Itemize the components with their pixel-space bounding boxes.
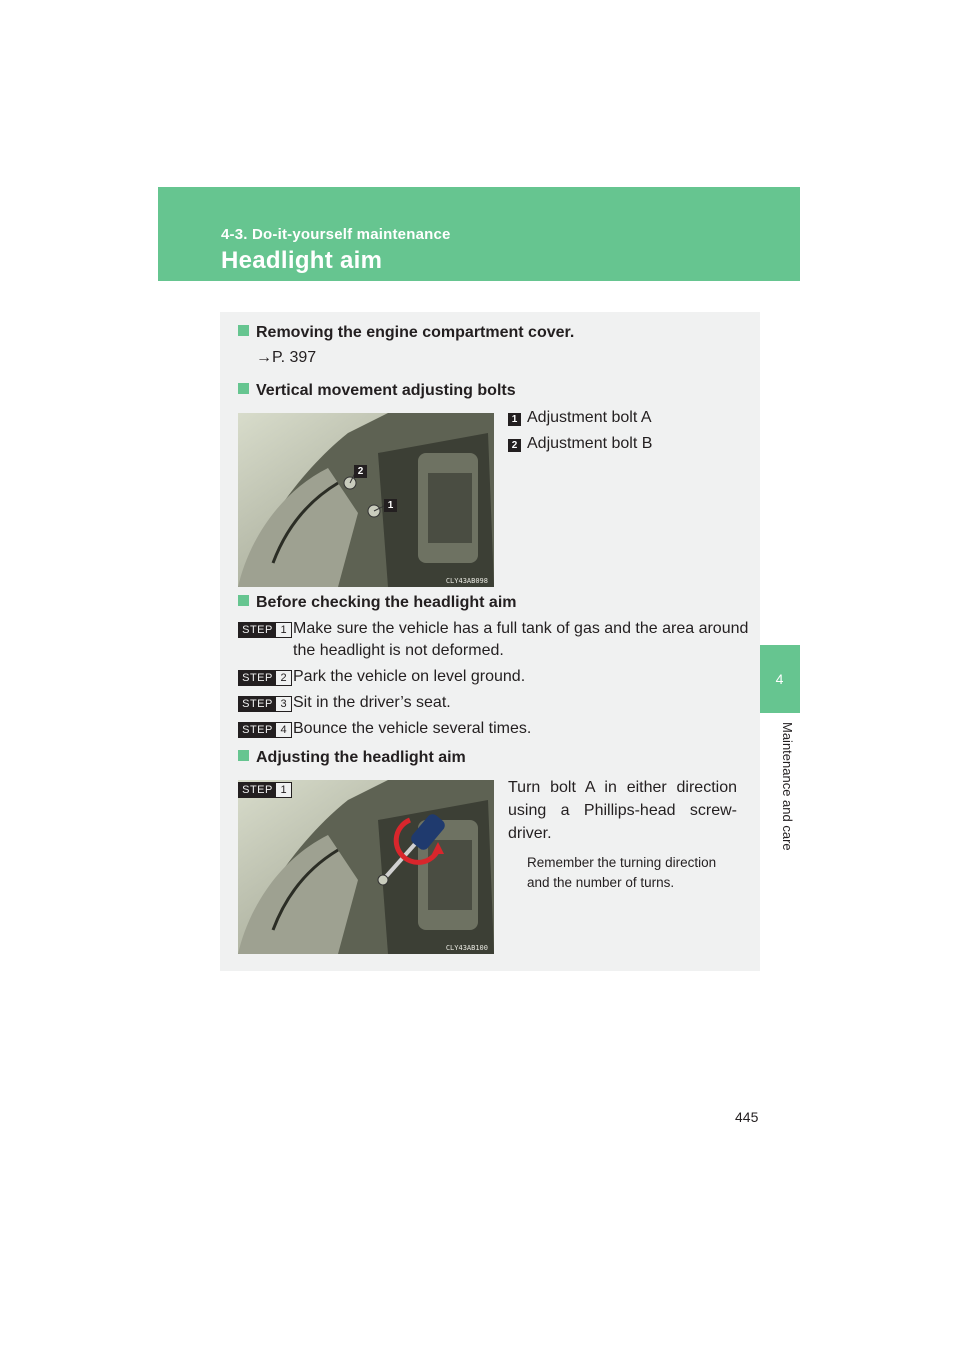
legend-item-bolt-b: 2 Adjustment bolt B — [508, 435, 652, 453]
bullet-square-icon — [238, 383, 249, 394]
bullet-square-icon — [238, 325, 249, 336]
figure-adjustment-bolts — [238, 413, 494, 587]
content-panel — [220, 312, 760, 971]
step-badge: STEP 3 — [238, 696, 292, 712]
chapter-label: Maintenance and care — [780, 722, 795, 851]
heading-adjusting: Adjusting the headlight aim — [238, 749, 466, 767]
section-label: 4-3. Do-it-yourself maintenance — [221, 226, 451, 243]
figure-code: CLY43AB100 — [445, 944, 488, 952]
figure-code: CLY43AB098 — [445, 577, 488, 585]
callout-label: 1 — [384, 499, 397, 512]
chapter-tab[interactable] — [759, 645, 800, 713]
step-text: Sit in the driver’s seat. — [293, 694, 451, 711]
step-badge: STEP 4 — [238, 722, 292, 738]
engine-bay-illustration — [238, 413, 494, 587]
number-box: 2 — [508, 439, 521, 452]
page-number: 445 — [735, 1109, 759, 1125]
bullet-square-icon — [238, 595, 249, 606]
heading-vertical-bolts: Vertical movement adjusting bolts — [238, 382, 516, 400]
chapter-number: 4 — [775, 671, 784, 687]
step-badge: STEP 2 — [238, 670, 292, 686]
arrow-right-icon: → — [256, 349, 272, 366]
figure-turn-bolt — [238, 780, 494, 954]
adjust-instruction: Turn bolt A in either direction using a Phillips-head screw- driver. — [508, 779, 737, 842]
step-text: Park the vehicle on level ground. — [293, 668, 526, 685]
screwdriver-illustration — [238, 780, 494, 954]
bullet-square-icon — [238, 750, 249, 761]
step-text: Bounce the vehicle several times. — [293, 720, 532, 737]
legend-item-bolt-a: 1 Adjustment bolt A — [508, 409, 652, 427]
step-text: Make sure the vehicle has a full tank of gas and the area around the headlight is not deformed. — [293, 620, 749, 659]
heading-removing-cover: Removing the engine compartment cover. — [238, 324, 574, 342]
page-header — [158, 187, 800, 281]
step-badge: STEP 1 — [238, 622, 292, 638]
heading-before-checking: Before checking the headlight aim — [238, 594, 517, 612]
callout-label: 2 — [354, 465, 367, 478]
number-box: 1 — [508, 413, 521, 426]
adjust-note: Remember the turning direction and the number of turns. — [527, 855, 717, 890]
step-badge: STEP 1 — [238, 782, 292, 798]
page-reference[interactable]: →P. 397 — [256, 349, 317, 366]
page-title: Headlight aim — [221, 247, 383, 274]
